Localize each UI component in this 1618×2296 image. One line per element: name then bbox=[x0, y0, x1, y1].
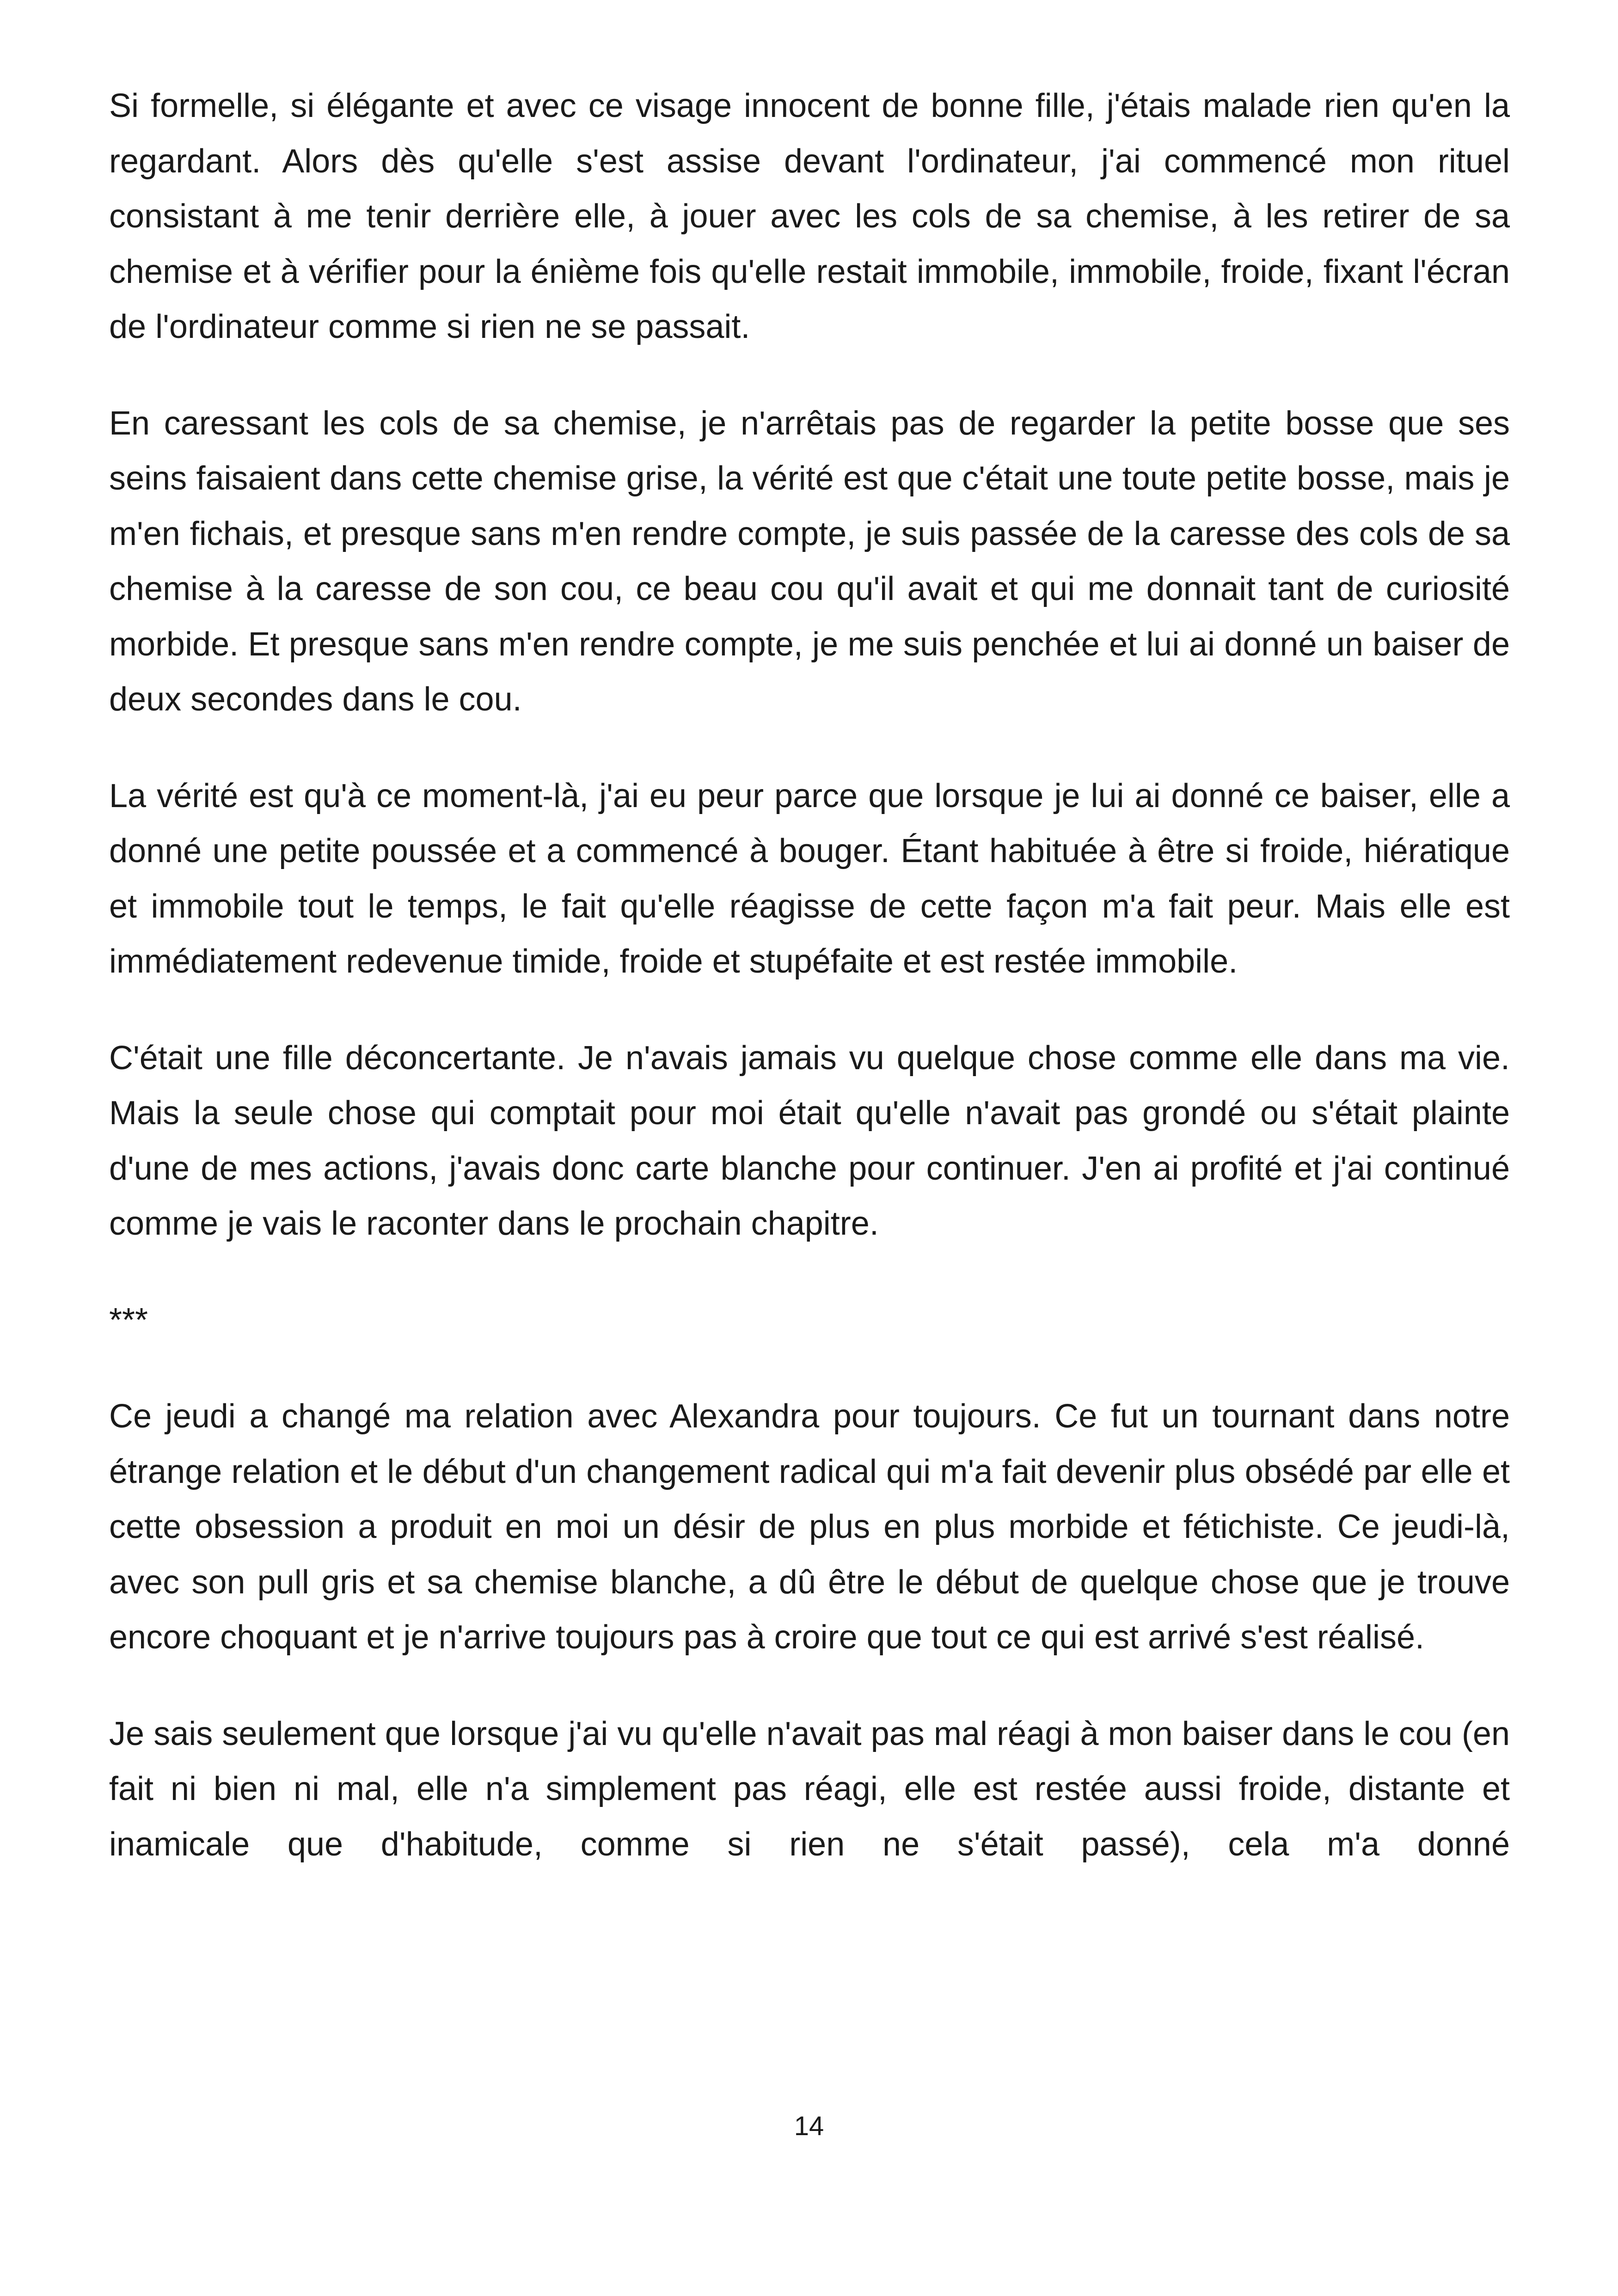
paragraph: Ce jeudi a changé ma relation avec Alexandra pour toujours. Ce fut un tournant dans notre étrange relation et le début d'un changement radical qui m'a fait devenir plus obsédé par elle et cette obsession a produit en moi un désir de plus en plus morbide et fétichiste. Ce jeudi-là, avec son pull gris et sa chemise blanche, a dû être le début de quelque chose que je trouve encore choquant et je n'arrive toujours pas à croire que tout ce qui est arrivé s'est réalisé. bbox=[109, 1398, 1510, 1656]
paragraph: Si formelle, si élégante et avec ce visage innocent de bonne fille, j'étais malade rien qu'en la regardant. Alors dès qu'elle s'est assise devant l'ordinateur, j'ai commencé mon rituel consistant à me tenir derrière elle, à jouer avec les cols de sa chemise, à les retirer de sa chemise et à vérifier pour la énième fois qu'elle restait immobile, immobile, froide, fixant l'écran de l'ordinateur comme si rien ne se passait. bbox=[109, 87, 1510, 345]
page-number: 14 bbox=[794, 2111, 824, 2141]
paragraph: En caressant les cols de sa chemise, je n'arrêtais pas de regarder la petite bosse que ses seins faisaient dans cette chemise grise, la vérité est que c'était une toute petite bosse, mais je m'en fichais, et presque sans m'en rendre compte, je suis passée de la caresse des cols de sa chemise à la caresse de son cou, ce beau cou qu'il avait et qui me donnait tant de curiosité morbide. Et presque sans m'en rendre compte, je me suis penchée et lui ai donné un baiser de deux secondes dans le cou. bbox=[109, 404, 1510, 718]
paragraph: La vérité est qu'à ce moment-là, j'ai eu peur parce que lorsque je lui ai donné ce baiser, elle a donné une petite poussée et a commencé à bouger. Étant habituée à être si froide, hiératique et immobile tout le temps, le fait qu'elle réagisse de cette façon m'a fait peur. Mais elle est immédiatement redevenue timide, froide et stupéfaite et est restée immobile. bbox=[109, 777, 1510, 980]
paragraph: C'était une fille déconcertante. Je n'avais jamais vu quelque chose comme elle dans ma vie. Mais la seule chose qui comptait pour moi était qu'elle n'avait pas grondé ou s'était plainte d'une de mes actions, j'avais donc carte blanche pour continuer. J'en ai profité et j'ai continué comme je vais le raconter dans le prochain chapitre. bbox=[109, 1039, 1510, 1242]
page-body bbox=[109, 79, 1510, 1872]
section-separator: *** bbox=[109, 1301, 148, 1339]
paragraph: Je sais seulement que lorsque j'ai vu qu'elle n'avait pas mal réagi à mon baiser dans le cou (en fait ni bien ni mal, elle n'a simplement pas réagi, elle est restée aussi froide, distante et inamicale que d'habitude, comme si rien ne s'était passé), cela m'a donné bbox=[109, 1715, 1510, 1863]
